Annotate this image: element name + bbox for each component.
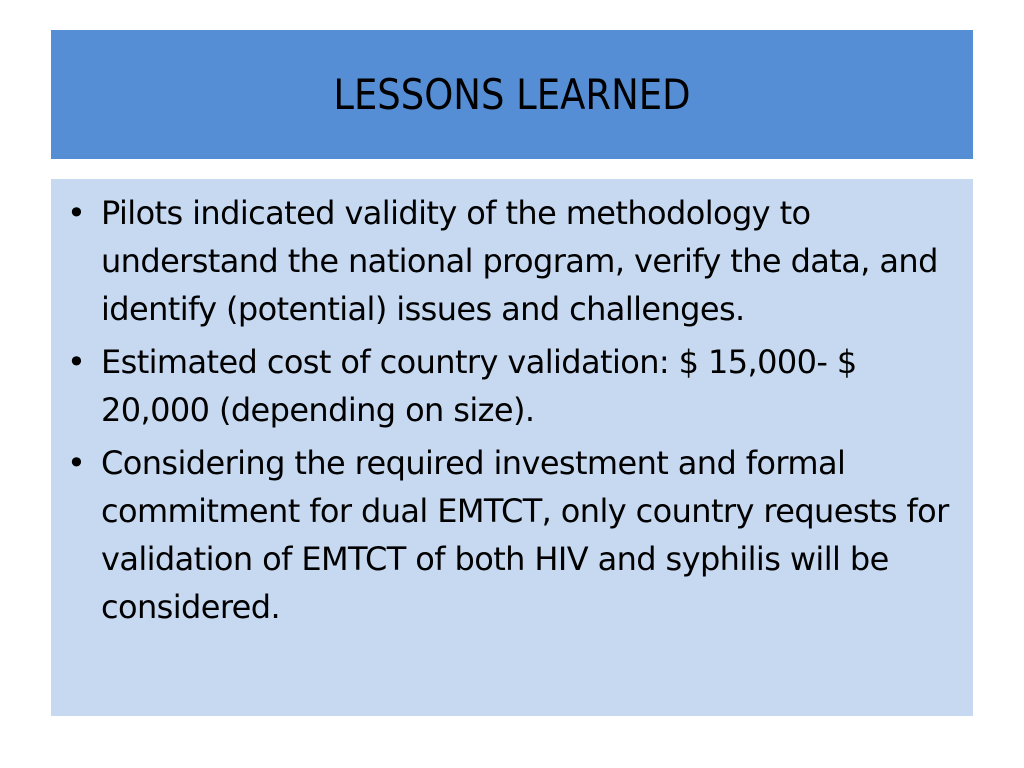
bullet-marker: • [67, 194, 86, 232]
content-box [51, 179, 973, 716]
bullet-text: Considering the required investment and formal commitment for dual EMTCT, only country requests for validation of EMTCT of both HIV and syphilis will be considered. [101, 444, 949, 626]
bullet-text: Estimated cost of country validation: $ 15,000- $ 20,000 (depending on size). [101, 343, 857, 429]
bullet-marker: • [67, 343, 86, 381]
bullet-item [67, 189, 959, 333]
bullet-list [67, 189, 959, 631]
bullet-marker: • [67, 444, 86, 482]
slide-title: LESSONS LEARNED [333, 70, 691, 119]
bullet-text: Pilots indicated validity of the methodology to understand the national program, verify the data, and identify (potential) issues and challenges. [101, 194, 938, 328]
title-banner [51, 30, 973, 159]
bullet-item [67, 439, 959, 631]
bullet-item [67, 338, 959, 434]
